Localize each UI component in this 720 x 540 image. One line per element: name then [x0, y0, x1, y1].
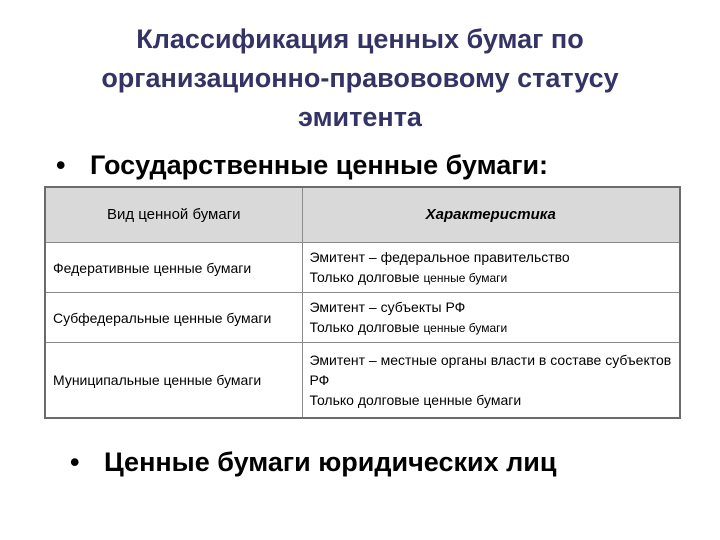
issuer-line: Эмитент – федеральное правительство — [309, 249, 570, 265]
characteristic-cell — [302, 343, 680, 419]
debt-only-main: Только долговые — [309, 319, 424, 335]
bullet-corporate-securities — [70, 447, 556, 478]
issuer-line: Эмитент – местные органы власти в составе субъектов РФ — [309, 352, 672, 388]
securities-table — [44, 186, 681, 419]
security-type-cell: Федеративные ценные бумаги — [45, 243, 302, 293]
debt-only-line — [310, 267, 673, 288]
debt-only-small: ценные бумаги — [423, 271, 508, 285]
bullet-point: • — [70, 447, 80, 477]
bullet-text: Государственные ценные бумаги: — [90, 150, 549, 180]
bullet-point: • — [56, 150, 66, 180]
table-row — [45, 343, 680, 419]
characteristic-cell — [302, 243, 680, 293]
title-line-2: организационно-правововому статусу — [101, 63, 619, 93]
title-line-1: Классификация ценных бумаг по — [136, 24, 584, 54]
debt-only-line — [310, 317, 673, 338]
characteristic-cell — [302, 293, 680, 343]
debt-only-main: Только долговые — [309, 269, 424, 285]
header-characteristic: Характеристика — [302, 187, 680, 243]
security-type-cell: Муниципальные ценные бумаги — [45, 343, 302, 419]
title-line-3: эмитента — [298, 102, 422, 132]
security-type-cell: Субфедеральные ценные бумаги — [45, 293, 302, 343]
bullet-state-securities — [56, 150, 548, 181]
header-security-type: Вид ценной бумаги — [45, 187, 302, 243]
table-row — [45, 293, 680, 343]
table-header-row — [45, 187, 680, 243]
debt-only-line: Только долговые ценные бумаги — [309, 392, 522, 408]
issuer-line: Эмитент – субъекты РФ — [309, 299, 466, 315]
debt-only-small: ценные бумаги — [423, 321, 508, 335]
slide-title — [40, 20, 680, 137]
bullet-text: Ценные бумаги юридических лиц — [104, 447, 557, 477]
table-row — [45, 243, 680, 293]
